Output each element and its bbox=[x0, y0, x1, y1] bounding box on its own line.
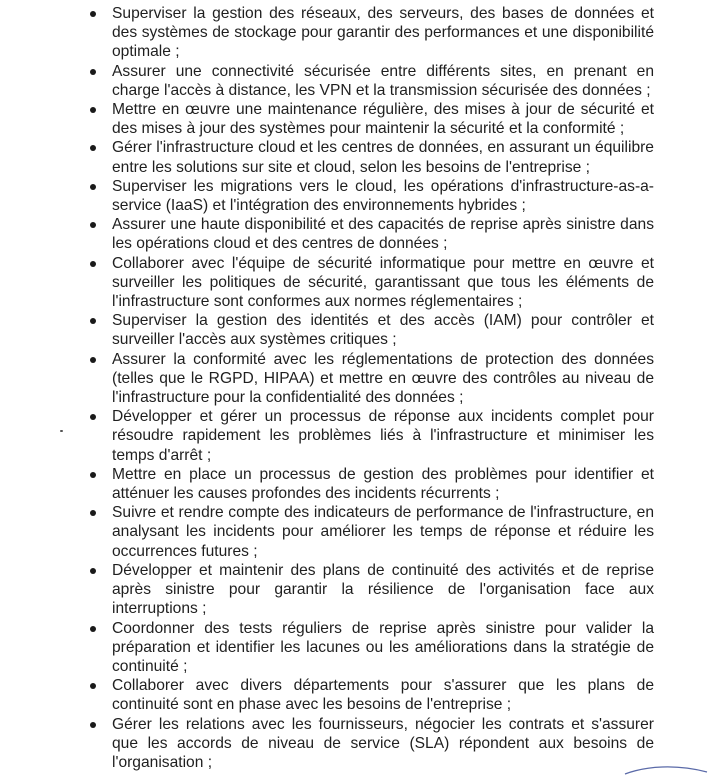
list-item-text: Mettre en place un processus de gestion des problèmes pour identifier et atténuer les causes profondes des incidents récurrents ; bbox=[112, 465, 654, 503]
list-item-text: Mettre en œuvre une maintenance régulière, des mises à jour de sécurité et des mises à jour des systèmes pour maintenir la sécurité et la conformité ; bbox=[112, 101, 654, 138]
bullet-icon bbox=[90, 11, 96, 17]
bullet-icon bbox=[90, 357, 96, 363]
list-item bbox=[84, 254, 654, 312]
list-item bbox=[84, 407, 654, 465]
list-item-text: Gérer les relations avec les fournisseurs, négocier les contrats et s'assurer que les accords de niveau de service (SLA) répondent aux besoins de l'organisation ; bbox=[112, 715, 654, 771]
list-item-text: Développer et gérer un processus de réponse aux incidents complet pour résoudre rapidement les problèmes liés à l'infrastructure et minimiser les temps d'arrêt ; bbox=[112, 408, 654, 464]
pen-stroke-mark bbox=[621, 764, 711, 778]
bullet-icon bbox=[90, 222, 96, 228]
list-item bbox=[84, 311, 654, 349]
list-item-text: Superviser la gestion des réseaux, des serveurs, des bases de données et des systèmes de stockage pour garantir des performances et une disponibilité optimale ; bbox=[112, 5, 654, 61]
list-item bbox=[84, 503, 654, 561]
list-item-text: Superviser la gestion des identités et des accès (IAM) pour contrôler et surveiller l'accès aux systèmes critiques ; bbox=[112, 312, 654, 349]
bullet-icon bbox=[90, 510, 96, 516]
scan-speck bbox=[60, 430, 63, 432]
list-item-text: Collaborer avec l'équipe de sécurité informatique pour mettre en œuvre et surveiller les politiques de sécurité, garantissant que tous les éléments de l'infrastructure sont conformes aux normes réglementaires ; bbox=[112, 254, 654, 311]
list-item bbox=[84, 138, 654, 176]
bullet-icon bbox=[90, 683, 96, 689]
list-item-text: Collaborer avec divers départements pour s'assurer que les plans de continuité sont en phase avec les besoins de l'entreprise ; bbox=[112, 677, 654, 714]
list-item bbox=[84, 465, 654, 503]
list-item-text: Assurer une haute disponibilité et des capacités de reprise après sinistre dans les opérations cloud et des centres de données ; bbox=[112, 216, 654, 253]
bullet-icon bbox=[90, 145, 96, 151]
list-item-text: Gérer l'infrastructure cloud et les centres de données, en assurant un équilibre entre les solutions sur site et cloud, selon les besoins de l'entreprise ; bbox=[112, 139, 654, 176]
list-item bbox=[84, 100, 654, 138]
bullet-icon bbox=[90, 318, 96, 324]
list-item-text: Assurer une connectivité sécurisée entre différents sites, en prenant en charge l'accès à distance, les VPN et la transmission sécurisée des données ; bbox=[112, 62, 654, 99]
list-item-text: Coordonner des tests réguliers de reprise après sinistre pour valider la préparation et identifier les lacunes ou les améliorations dans la stratégie de continuité ; bbox=[112, 619, 654, 675]
list-item bbox=[84, 619, 654, 677]
bullet-icon bbox=[90, 626, 96, 632]
list-item-text: Assurer la conformité avec les réglementations de protection des données (telles que le RGPD, HIPAA) et mettre en œuvre des contrôles au niveau de l'infrastructure pour la confidentialité des données ; bbox=[112, 350, 654, 407]
list-item-text: Superviser les migrations vers le cloud, les opérations d'infrastructure-as-a-service (IaaS) et l'intégration des environnements hybrides ; bbox=[112, 177, 654, 215]
bullet-icon bbox=[90, 261, 96, 267]
list-item bbox=[84, 561, 654, 619]
list-item bbox=[84, 350, 654, 408]
list-item bbox=[84, 715, 654, 773]
bullet-icon bbox=[90, 69, 96, 75]
bullet-icon bbox=[90, 472, 96, 478]
list-item bbox=[84, 177, 654, 215]
list-item bbox=[84, 676, 654, 714]
bullet-icon bbox=[90, 107, 96, 113]
bullet-icon bbox=[90, 414, 96, 420]
bullet-icon bbox=[90, 184, 96, 190]
list-item bbox=[84, 62, 654, 100]
bullet-icon bbox=[90, 722, 96, 728]
responsibilities-list bbox=[84, 4, 654, 772]
bullet-icon bbox=[90, 568, 96, 574]
list-item-text: Développer et maintenir des plans de continuité des activités et de reprise après sinistre pour garantir la résilience de l'organisation face aux interruptions ; bbox=[112, 561, 654, 618]
list-item bbox=[84, 4, 654, 62]
list-item bbox=[84, 215, 654, 253]
list-item-text: Suivre et rendre compte des indicateurs de performance de l'infrastructure, en analysant les incidents pour améliorer les temps de réponse et réduire les occurrences futures ; bbox=[112, 504, 654, 560]
